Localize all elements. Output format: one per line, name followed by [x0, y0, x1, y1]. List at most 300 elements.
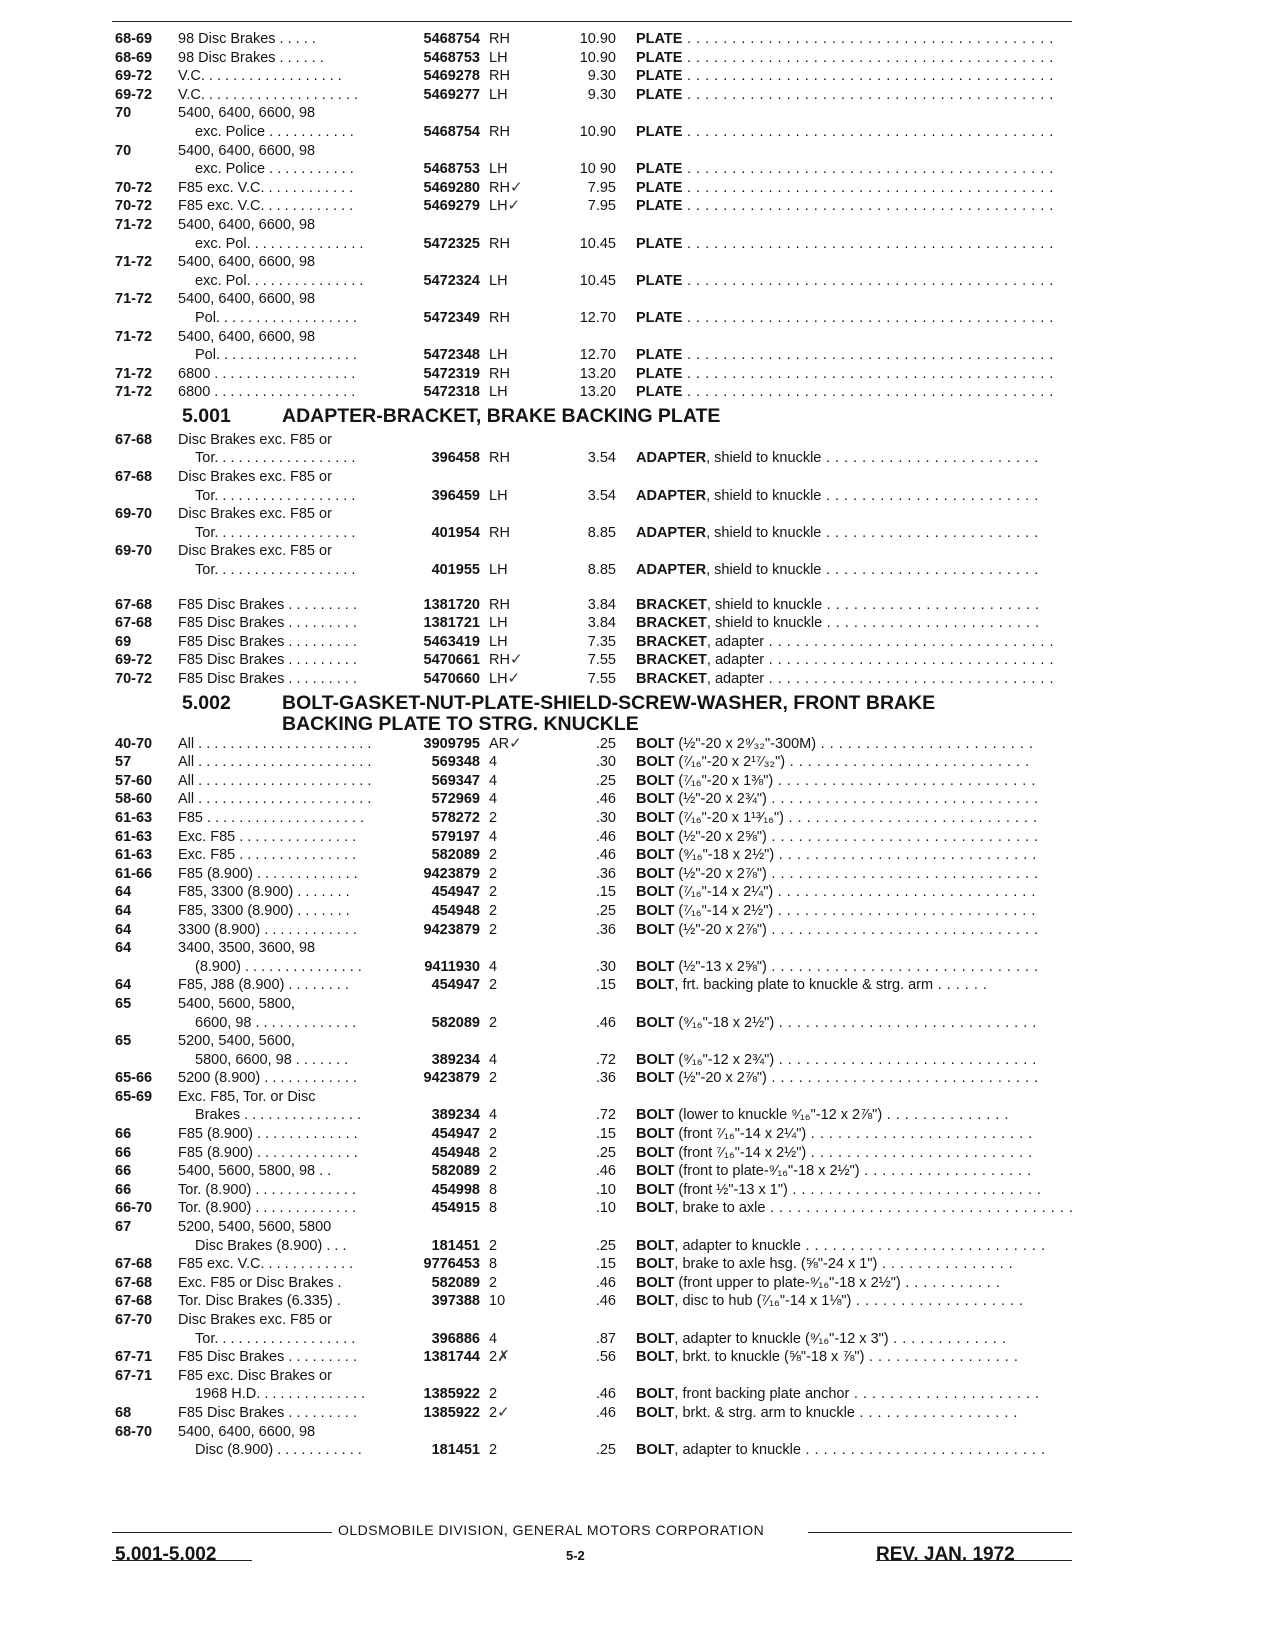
part-number: 579197 [431, 828, 480, 845]
application: 5200, 5400, 5600, 5800 [178, 1219, 332, 1236]
part-name: BRACKET [636, 615, 707, 632]
quantity-value: LH [489, 671, 508, 687]
price: 7.35 [587, 633, 616, 650]
dot-leader: . . . . . . . . . . . . . . . . . . . . . . . . . . . . . . [766, 828, 1039, 845]
table-row [0, 30, 1272, 49]
part-description [636, 651, 1068, 670]
quantity-value: RH [489, 235, 510, 252]
table-row [0, 614, 1272, 633]
dot-leader: . . . . . . . . . . . . . . . . . . . . . . . . . . . . . [774, 847, 1037, 864]
part-detail: , shield to knuckle [706, 524, 822, 541]
price: 8.85 [587, 562, 616, 579]
part-description [636, 1106, 1068, 1125]
table-row [0, 958, 1272, 977]
table-row [0, 883, 1272, 902]
dot-leader: . . . . . . . . . . . . . . . . . . . . . . . . . . . . . . . . . . [765, 1200, 1074, 1217]
quantity-value: LH [489, 86, 508, 103]
application: Disc Brakes exc. F85 or [178, 543, 332, 560]
part-description [636, 828, 1068, 847]
part-name: BOLT [636, 1181, 675, 1198]
quantity-value: 8 [489, 1200, 498, 1217]
table-row [0, 633, 1272, 652]
table-row [0, 142, 1272, 161]
part-detail: , adapter to knuckle (⁹⁄₁₆"-12 x 3") [674, 1330, 889, 1347]
part-description [636, 614, 1068, 633]
application: 1968 H.D. . . . . . . . . . . . . . [195, 1386, 366, 1403]
application: Brakes . . . . . . . . . . . . . . . [195, 1107, 361, 1124]
table-row [0, 328, 1272, 347]
table-row [0, 487, 1272, 506]
part-description [636, 958, 1068, 977]
dot-leader: . . . . . . . . . . . . . . . . . . . . . . . . . . . . . . . . . . . . . . . . . [682, 123, 1054, 140]
part-detail: , adapter [706, 652, 765, 669]
part-name: ADAPTER [636, 450, 707, 467]
year-range: 67-68 [115, 469, 153, 486]
quantity-value: 2 [489, 1442, 498, 1459]
price: .46 [595, 1274, 616, 1291]
year-range: 71-72 [115, 254, 153, 271]
price: .72 [595, 1051, 616, 1068]
part-name: PLATE [636, 179, 683, 196]
part-description [636, 1255, 1068, 1274]
handwritten-check-mark: ✓ [509, 178, 523, 196]
part-number: 5470660 [423, 671, 480, 687]
quantity-value: LH [489, 562, 508, 579]
part-number: 3909795 [423, 735, 480, 752]
part-name: BOLT [636, 865, 675, 882]
year-range: 71-72 [115, 328, 153, 345]
dot-leader: . . . . . . . . . . . . . . . . . . . . . [849, 1386, 1040, 1403]
footer-revision: REV. JAN. 1972 [876, 1544, 1015, 1565]
price: 9.30 [587, 68, 616, 85]
part-number: 5468754 [423, 123, 480, 140]
dot-leader: . . . . . . . . . . . . . . . . . . . . . . . . . . . . . [773, 772, 1036, 789]
quantity-side [489, 30, 519, 49]
dot-leader: . . . . . . . . . . . . . . . . . . . . . . . . . . . . . . . . . . . . . . . . . [682, 272, 1054, 289]
part-name: BOLT [636, 1330, 675, 1347]
quantity-side [489, 178, 523, 198]
quantity-side [489, 1255, 519, 1274]
part-number: 1381720 [423, 596, 480, 613]
application: 3300 (8.900) . . . . . . . . . . . . [178, 921, 357, 938]
application: 98 Disc Brakes . . . . . . [178, 49, 324, 66]
application: 5400, 5600, 5800, [178, 995, 295, 1012]
year-range: 67-68 [115, 1293, 153, 1310]
part-description [636, 846, 1068, 865]
year-range: 71-72 [115, 216, 153, 233]
application: F85 Disc Brakes . . . . . . . . . [178, 1349, 357, 1366]
dot-leader: . . . . . . . . . . . . . . . . . . . . . . . . . . . . . . [766, 958, 1039, 975]
quantity-side [489, 772, 519, 791]
part-description [636, 160, 1068, 179]
table-row [0, 449, 1272, 468]
year-range: 58-60 [115, 791, 153, 808]
year-range: 64 [115, 977, 132, 994]
price: 3.54 [587, 487, 616, 504]
price: .36 [595, 865, 616, 882]
table-row [0, 1125, 1272, 1144]
part-number: 1385922 [423, 1404, 480, 1421]
quantity-value: LH [489, 272, 508, 289]
table-row [0, 1292, 1272, 1311]
application: 5400, 5600, 5800, 98 . . [178, 1163, 332, 1180]
price: .15 [595, 977, 616, 994]
part-description [636, 1330, 1068, 1349]
part-detail: , shield to knuckle [706, 487, 822, 504]
table-row [0, 1274, 1272, 1293]
dot-leader: . . . . . . . . . . . . . . . . . . . . . . . . . . . . . . [766, 791, 1039, 808]
application: Exc. F85 . . . . . . . . . . . . . . . [178, 847, 357, 864]
table-row [0, 846, 1272, 865]
table-row [0, 809, 1272, 828]
part-description [636, 346, 1068, 365]
price: 12.70 [579, 347, 616, 364]
part-name: BOLT [636, 828, 675, 845]
year-range: 64 [115, 921, 132, 938]
part-description [636, 1051, 1068, 1070]
price: .15 [595, 884, 616, 901]
dot-leader: . . . . . . . . . . . . . . . . . . . . . . . . . . . [800, 1442, 1046, 1459]
parts-list [0, 30, 1272, 1460]
dot-leader: . . . . . . . . . . . . . . . . . . . . . . . . . . . . . . . . [764, 671, 1054, 687]
part-detail: (⁹⁄₁₆"-18 x 2½") [674, 847, 775, 864]
part-name: BOLT [636, 884, 675, 901]
application: Tor. . . . . . . . . . . . . . . . . . [195, 487, 356, 504]
part-name: BOLT [636, 1349, 675, 1366]
quantity-side [489, 614, 519, 633]
dot-leader: . . . . . . . . . . . . . . . . . . . . . . . . . [806, 1126, 1033, 1143]
quantity-value: AR [489, 735, 510, 752]
year-range: 61-63 [115, 828, 153, 845]
part-description [636, 772, 1068, 791]
price: 7.55 [587, 671, 616, 687]
part-description [636, 383, 1068, 402]
quantity-side [489, 1106, 519, 1125]
application: exc. Police . . . . . . . . . . . [195, 161, 354, 178]
dot-leader: . . . . . . . . . . . . . . . [877, 1256, 1014, 1273]
part-number: 181451 [431, 1442, 480, 1459]
part-name: PLATE [636, 198, 683, 215]
application: Disc Brakes exc. F85 or [178, 506, 332, 523]
price: .46 [595, 1404, 616, 1421]
part-description [636, 487, 1068, 506]
quantity-value: 4 [489, 754, 498, 771]
part-detail: , disc to hub (⁷⁄₁₆"-14 x 1⅛") [674, 1293, 852, 1310]
price: .30 [595, 958, 616, 975]
part-detail: , shield to knuckle [706, 615, 823, 632]
part-description [636, 1292, 1068, 1311]
part-detail: (½"-20 x 2⅞") [674, 1070, 767, 1087]
dot-leader: . . . . . . . . . . . . . . . . . . . . . . . . . . . . . . . . . . . . . . . . . [682, 31, 1054, 47]
part-detail: , brkt. & strg. arm to knuckle [674, 1404, 855, 1421]
price: 7.95 [587, 179, 616, 196]
part-description [636, 49, 1068, 68]
quantity-side [489, 1199, 519, 1218]
part-number: 454998 [431, 1181, 480, 1198]
application: All . . . . . . . . . . . . . . . . . . . . . . [178, 791, 372, 808]
handwritten-check-mark: ✓ [507, 197, 521, 215]
dot-leader: . . . . . . . . . . . . . . . . . . . . . . . . [821, 450, 1039, 467]
quantity-value: LH [489, 633, 508, 650]
price: 3.84 [587, 615, 616, 632]
year-range: 69-72 [115, 68, 153, 85]
part-description [636, 790, 1068, 809]
quantity-value: RH [489, 652, 510, 669]
dot-leader: . . . . . . . . . . . . . . . . . . . . . . . . . . . . . . . . [764, 652, 1054, 669]
table-row [0, 1144, 1272, 1163]
table-row [0, 1181, 1272, 1200]
year-range: 65 [115, 1033, 132, 1050]
section-number: 5.002 [182, 691, 231, 714]
section-title: ADAPTER-BRACKET, BRAKE BACKING PLATE [282, 404, 721, 427]
part-name: BOLT [636, 1442, 675, 1459]
handwritten-check-mark: ✓ [507, 670, 521, 687]
part-number: 5470661 [423, 652, 480, 669]
quantity-side [489, 67, 519, 86]
quantity-value: LH [489, 161, 508, 178]
quantity-value: 2 [489, 809, 498, 826]
year-range: 57-60 [115, 772, 153, 789]
quantity-side [489, 790, 519, 809]
year-range: 64 [115, 884, 132, 901]
quantity-side [489, 1181, 519, 1200]
part-detail: (½"-20 x 2⅞") [674, 921, 767, 938]
application: All . . . . . . . . . . . . . . . . . . . . . . [178, 754, 372, 771]
table-row [0, 1330, 1272, 1349]
table-row [0, 1255, 1272, 1274]
table-row [0, 902, 1272, 921]
part-name: BOLT [636, 772, 675, 789]
dot-leader: . . . . . . . . . . . . . . . . . [864, 1349, 1019, 1366]
application: 5400, 6400, 6600, 98 [178, 254, 316, 271]
table-row [0, 290, 1272, 309]
application: (8.900) . . . . . . . . . . . . . . . [195, 958, 362, 975]
year-range: 66 [115, 1181, 132, 1198]
part-description [636, 179, 1068, 198]
dot-leader: . . . . . . . . . . . . . . . . . . . . . . . . . . . . . [774, 1051, 1037, 1068]
dot-leader: . . . . . . . . . . . . . . . . . . . . . . . . . . . . . . . . . . . . . . . . . [682, 365, 1054, 382]
price: .46 [595, 1293, 616, 1310]
part-name: PLATE [636, 86, 683, 103]
quantity-side [489, 753, 519, 772]
price: .87 [595, 1330, 616, 1347]
part-detail: , adapter to knuckle [674, 1237, 801, 1254]
year-range: 40-70 [115, 735, 153, 752]
part-name: BOLT [636, 1404, 675, 1421]
application: F85, 3300 (8.900) . . . . . . . [178, 902, 350, 919]
year-range: 68 [115, 1404, 132, 1421]
table-row [0, 1423, 1272, 1442]
table-row [0, 1032, 1272, 1051]
price: 13.20 [579, 365, 616, 382]
quantity-value: 4 [489, 1107, 498, 1124]
part-description [636, 1144, 1068, 1163]
table-row [0, 235, 1272, 254]
part-description [636, 1348, 1068, 1367]
quantity-value: 4 [489, 1051, 498, 1068]
part-name: BOLT [636, 921, 675, 938]
dot-leader: . . . . . . [933, 977, 988, 994]
year-range: 71-72 [115, 291, 153, 308]
table-row [0, 1218, 1272, 1237]
part-name: BOLT [636, 1126, 675, 1143]
part-description [636, 272, 1068, 291]
quantity-value: RH [489, 31, 510, 47]
quantity-value: RH [489, 450, 510, 467]
quantity-value: 8 [489, 1256, 498, 1273]
quantity-side [489, 670, 519, 689]
part-description [636, 1199, 1074, 1218]
part-description [636, 865, 1068, 884]
dot-leader: . . . . . . . . . . . . . . . . . . . . . . . . [822, 596, 1040, 613]
part-number: 5472348 [423, 347, 480, 364]
quantity-side [489, 1051, 519, 1070]
part-name: PLATE [636, 31, 683, 47]
price: .10 [595, 1200, 616, 1217]
table-row [0, 651, 1272, 670]
table-row [0, 921, 1272, 940]
dot-leader: . . . . . . . . . . . . . . . . . . . . . . . . . . . . . . . . . . . . . . . . . [682, 179, 1054, 196]
part-number: 396458 [431, 450, 480, 467]
part-number: 1381721 [423, 615, 480, 632]
part-detail: , shield to knuckle [706, 562, 822, 579]
application: Pol. . . . . . . . . . . . . . . . . . [195, 309, 357, 326]
quantity-side [489, 921, 519, 940]
part-number: 389234 [431, 1051, 480, 1068]
application: Exc. F85 or Disc Brakes . [178, 1274, 342, 1291]
application: V.C. . . . . . . . . . . . . . . . . . [178, 68, 342, 85]
quantity-value: 2 [489, 921, 498, 938]
dot-leader: . . . . . . . . . . . . . . . . . . [854, 1404, 1018, 1421]
application: F85, 3300 (8.900) . . . . . . . [178, 884, 350, 901]
quantity-value: 4 [489, 828, 498, 845]
quantity-value: 4 [489, 772, 498, 789]
part-number: 454915 [431, 1200, 480, 1217]
year-range: 68-70 [115, 1423, 153, 1440]
quantity-side [489, 596, 519, 615]
table-row [0, 828, 1272, 847]
quantity-side [489, 1144, 519, 1163]
part-number: 582089 [431, 847, 480, 864]
application: All . . . . . . . . . . . . . . . . . . . . . . [178, 772, 372, 789]
footer-section-range: 5.001-5.002 [115, 1544, 217, 1565]
quantity-value: 2 [489, 1163, 498, 1180]
table-row [0, 524, 1272, 543]
application: Tor. Disc Brakes (6.335) . [178, 1293, 341, 1310]
part-description [636, 902, 1068, 921]
year-range: 67-70 [115, 1312, 153, 1328]
quantity-value: LH [489, 487, 508, 504]
part-description [636, 449, 1068, 468]
price: 7.55 [587, 652, 616, 669]
year-range: 67-68 [115, 1256, 153, 1273]
part-description [636, 1181, 1068, 1200]
quantity-value: RH [489, 365, 510, 382]
part-detail: (front ⁷⁄₁₆"-14 x 2½") [674, 1144, 807, 1161]
application: Disc Brakes (8.900) . . . [195, 1237, 347, 1254]
price: 10.45 [579, 272, 616, 289]
part-number: 9411930 [424, 958, 480, 975]
table-row [0, 1311, 1272, 1330]
part-number: 9423879 [423, 1070, 480, 1087]
application: F85 exc. V.C. . . . . . . . . . . . [178, 198, 354, 215]
part-name: BOLT [636, 847, 675, 864]
part-detail: (front ⁷⁄₁₆"-14 x 2¼") [674, 1126, 807, 1143]
part-name: BRACKET [636, 652, 707, 669]
part-detail: (lower to knuckle ⁹⁄₁₆"-12 x 2⅞") [674, 1107, 883, 1124]
application: 6800 . . . . . . . . . . . . . . . . . . [178, 365, 356, 382]
part-number: 1381744 [423, 1349, 480, 1366]
part-detail: , frt. backing plate to knuckle & strg. arm [674, 977, 934, 994]
part-number: 569348 [431, 754, 480, 771]
year-range: 65 [115, 995, 132, 1012]
application: 6800 . . . . . . . . . . . . . . . . . . [178, 384, 356, 401]
part-number: 5472319 [423, 365, 480, 382]
part-detail: (⁷⁄₁₆"-20 x 1¹³⁄₁₆") [674, 809, 784, 826]
quantity-side [489, 197, 519, 216]
quantity-value: 2 [489, 1349, 498, 1366]
dot-leader: . . . . . . . . . . . . . . . . . . . . . . . . [821, 562, 1039, 579]
section-heading [0, 693, 1272, 714]
part-description [636, 1125, 1068, 1144]
part-number: 454948 [431, 1144, 480, 1161]
table-row [0, 309, 1272, 328]
part-name: BOLT [636, 1144, 675, 1161]
quantity-value: 2 [489, 1144, 498, 1161]
year-range: 61-63 [115, 809, 153, 826]
part-detail: (½"-20 x 2⁹⁄₃₂"-300M) [674, 735, 817, 752]
application: 5400, 6400, 6600, 98 [178, 291, 316, 308]
dot-leader: . . . . . . . . . . . . . . . . . . . . . . . . . . . . . . [766, 1070, 1039, 1087]
table-row [0, 1051, 1272, 1070]
year-range: 61-63 [115, 847, 153, 864]
part-description [636, 197, 1068, 216]
quantity-side [489, 123, 519, 142]
part-number: 5468753 [423, 49, 480, 66]
section-title: BOLT-GASKET-NUT-PLATE-SHIELD-SCREW-WASHER, FRONT BRAKE [282, 691, 936, 714]
dot-leader: . . . . . . . . . . . . . . . . . . . . . . . . . . . . . . . . [764, 633, 1054, 650]
year-range: 71-72 [115, 384, 153, 401]
part-number: 582089 [431, 1163, 480, 1180]
table-row [0, 1237, 1272, 1256]
price: .72 [595, 1107, 616, 1124]
year-range: 67-68 [115, 596, 153, 613]
price: .30 [595, 754, 616, 771]
dot-leader: . . . . . . . . . . . . . . . . . . . . . . . . [822, 615, 1040, 632]
quantity-side [489, 1330, 519, 1349]
year-range: 57 [115, 754, 132, 771]
quantity-value: RH [489, 123, 510, 140]
quantity-side [489, 1069, 519, 1088]
part-description [636, 1162, 1068, 1181]
price: .56 [595, 1349, 616, 1366]
dot-leader: . . . . . . . . . . . . . [888, 1330, 1007, 1347]
year-range: 70 [115, 142, 132, 159]
quantity-value: 4 [489, 791, 498, 808]
table-row [0, 67, 1272, 86]
price: .30 [595, 809, 616, 826]
footer-underline-right [876, 1560, 1072, 1561]
quantity-value: 2 [489, 1070, 498, 1087]
table-row [0, 1404, 1272, 1423]
application: F85 Disc Brakes . . . . . . . . . [178, 615, 357, 632]
dot-leader: . . . . . . . . . . . . . . . . . . . [859, 1163, 1032, 1180]
price: .46 [595, 828, 616, 845]
application: F85 . . . . . . . . . . . . . . . . . . . . [178, 809, 365, 826]
year-range: 67-71 [115, 1367, 153, 1384]
table-row [0, 561, 1272, 580]
price: .25 [595, 1442, 616, 1459]
